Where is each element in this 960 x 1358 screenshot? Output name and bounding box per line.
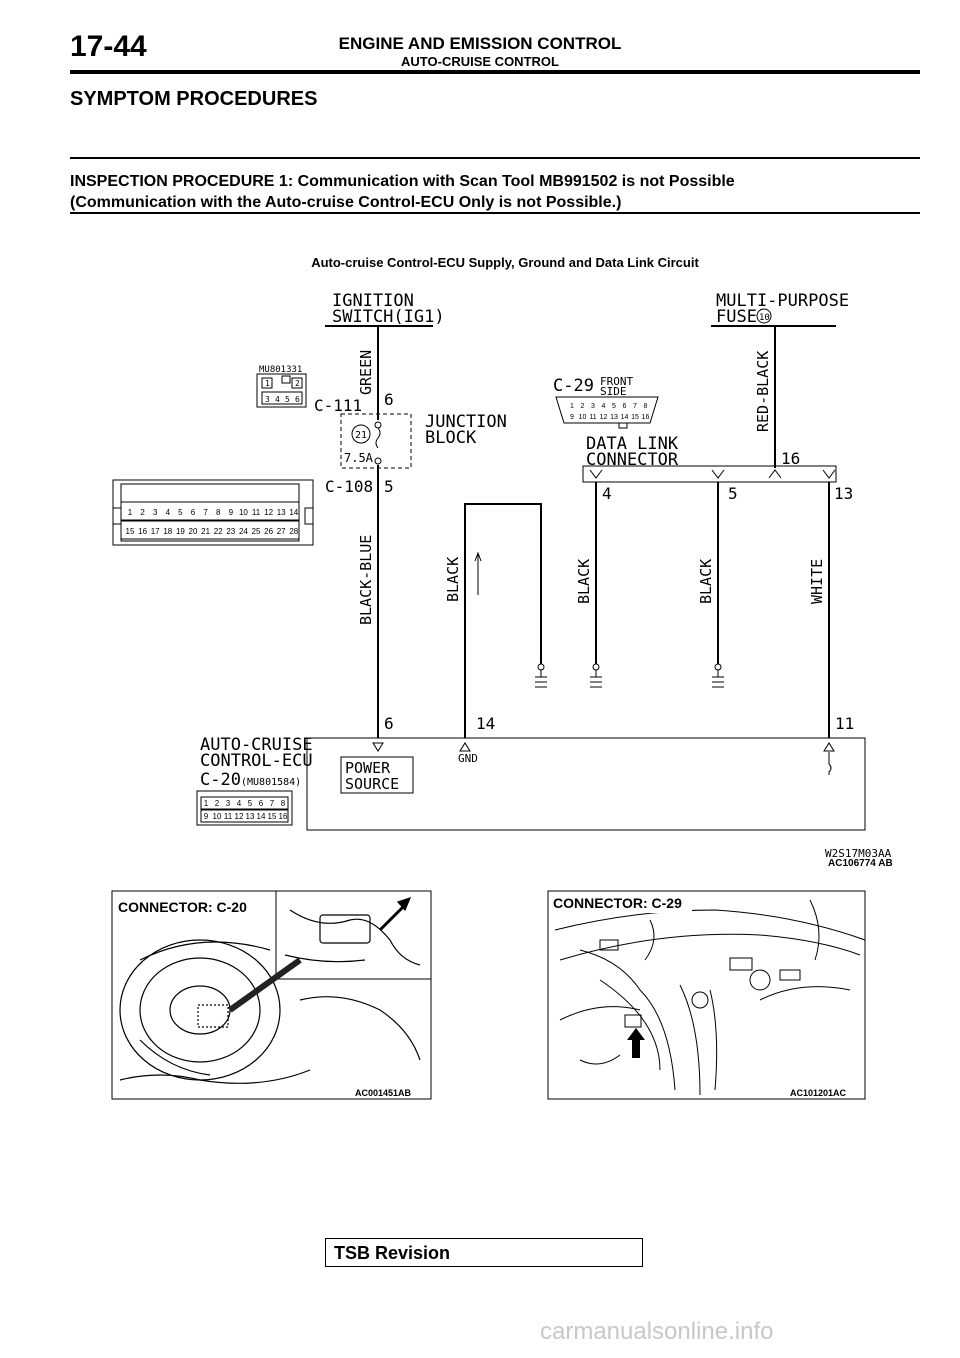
c20-pin: 16 (278, 812, 288, 821)
c108-pin: 8 (215, 508, 221, 517)
dlc-label-2: CONNECTOR (586, 450, 679, 470)
black-label-2: BLACK (575, 558, 593, 604)
c108-pin-labels (126, 508, 299, 536)
c20-pin: 9 (203, 812, 209, 821)
ecu-ground-wire (465, 504, 541, 738)
power-label-2: SOURCE (345, 775, 400, 793)
page-number: 17-44 (70, 30, 147, 63)
c20-pin: 11 (223, 812, 233, 821)
c108-pin: 26 (264, 527, 274, 536)
c108-pin: 14 (289, 508, 299, 517)
section-subtitle: AUTO-CRUISE CONTROL (401, 54, 559, 69)
black-label-1: BLACK (444, 556, 462, 602)
c20-pin: 15 (267, 812, 277, 821)
pin5a-label: 5 (384, 477, 394, 496)
pin14-label: 14 (476, 714, 496, 733)
c29-pin: 7 (633, 403, 637, 410)
c29-pin: 8 (643, 403, 648, 410)
c108-pin: 10 (238, 508, 248, 517)
c108-pin: 2 (140, 508, 145, 517)
fuse-symbol (376, 428, 380, 448)
c108-pin: 4 (165, 508, 171, 517)
c29-pin: 11 (589, 414, 597, 421)
white-label: WHITE (808, 558, 826, 604)
c29-pin: 16 (641, 414, 650, 421)
c20-pin: 5 (247, 799, 253, 808)
c108-pin: 22 (213, 527, 223, 536)
c108-pin: 7 (203, 508, 208, 517)
front-side-1: FRONT (600, 375, 634, 388)
photo-c20-code: AC001451AB (355, 1088, 412, 1098)
c29-pin: 9 (570, 414, 574, 421)
mu801331-pin: 3 (265, 395, 270, 404)
red-black-label: RED-BLACK (754, 350, 772, 432)
black-label-3: BLACK (697, 558, 715, 604)
c108-pin: 18 (163, 527, 173, 536)
power-label-1: POWER (345, 759, 391, 777)
c29-pin: 3 (591, 403, 595, 410)
c29-pin: 1 (570, 403, 574, 410)
c29-pin: 13 (610, 414, 618, 421)
gnd-label: GND (458, 752, 478, 765)
c20-pin: 4 (236, 799, 242, 808)
section-title: SYMPTOM PROCEDURES (70, 88, 318, 110)
c108-pin: 20 (188, 527, 198, 536)
c20-pin: 7 (269, 799, 275, 808)
black-blue-label: BLACK-BLUE (357, 534, 375, 625)
pin6a-label: 6 (384, 390, 394, 409)
jb-amperage: 7.5A (344, 451, 373, 465)
c108-pin: 1 (127, 508, 133, 517)
c29-pin: 15 (631, 414, 639, 421)
c108-pin: 13 (276, 508, 286, 517)
ecu-label-2: CONTROL-ECU (200, 751, 313, 771)
mu801331-pin: 2 (295, 379, 300, 388)
tsb-revision-box: TSB Revision (325, 1238, 643, 1267)
mpf-label-1: MULTI-PURPOSE (716, 291, 850, 311)
c108-pin: 5 (178, 508, 183, 517)
watermark: carmanualsonline.info (540, 1318, 774, 1345)
mu801331-pin: 1 (265, 379, 270, 388)
c108-pin: 9 (228, 508, 234, 517)
ground-symbol (590, 664, 602, 687)
c108-pin: 12 (264, 508, 274, 517)
c108-label: C-108 (325, 477, 374, 496)
c20-pin: 13 (245, 812, 255, 821)
photo-c29 (548, 891, 865, 1099)
c108-pin: 19 (175, 527, 185, 536)
pin13-label: 13 (834, 484, 854, 503)
c108-pin: 11 (251, 508, 261, 517)
green-label: GREEN (357, 349, 375, 395)
diagram-caption: Auto-cruise Control-ECU Supply, Ground and Data Link Circuit (311, 255, 699, 270)
ground-symbol (712, 664, 724, 687)
mu801331-label: MU801331 (259, 365, 303, 375)
ground-symbol (535, 664, 547, 687)
c108-pin: 6 (190, 508, 196, 517)
c29-pin: 10 (578, 414, 587, 421)
mpf-label-2: FUSE (716, 307, 757, 327)
c29-label: C-29 (553, 376, 594, 396)
mpf-number: 10 (759, 313, 770, 323)
pin11-label: 11 (835, 714, 855, 733)
c111-label: C-111 (314, 396, 363, 415)
photo-c20 (112, 891, 431, 1099)
c20-pin: 12 (234, 812, 244, 821)
pin5b-label: 5 (728, 484, 738, 503)
photo-c20-title: CONNECTOR: C-20 (118, 899, 247, 915)
c29-pin: 2 (580, 403, 585, 410)
c20-pin: 1 (203, 799, 209, 808)
c20-label: C-20 (200, 770, 241, 790)
c20-pin: 2 (214, 799, 220, 808)
c29-pin-labels (570, 403, 649, 421)
mu801331-pin: 5 (285, 395, 290, 404)
procedure-title-line2: (Communication with the Auto-cruise Control-ECU Only is not Possible.) (70, 194, 622, 211)
jb-label-1: JUNCTION (425, 412, 507, 432)
mu801584-label: (MU801584) (241, 777, 302, 788)
c108-pin: 24 (238, 527, 248, 536)
diagram-code-2: AC106774 AB (828, 858, 893, 869)
c20-pin: 3 (225, 799, 231, 808)
jb-label-2: BLOCK (425, 428, 477, 448)
c20-pin: 10 (212, 812, 222, 821)
c108-pin: 28 (289, 527, 299, 536)
c108-pin: 15 (125, 527, 135, 536)
c20-pin: 14 (256, 812, 266, 821)
pin16-label: 16 (781, 449, 801, 468)
c108-pin: 17 (150, 527, 160, 536)
c108-pin: 16 (138, 527, 148, 536)
c108-pin: 27 (276, 527, 286, 536)
procedure-title-line1: INSPECTION PROCEDURE 1: Communication with Scan Tool MB991502 is not Possible (70, 173, 735, 190)
c108-pin: 25 (251, 527, 261, 536)
photo-c29-code: AC101201AC (790, 1088, 847, 1098)
ecu-label-1: AUTO-CRUISE (200, 735, 313, 755)
c108-pin: 23 (226, 527, 236, 536)
front-side-2: SIDE (600, 385, 627, 398)
jb-fuse-number: 21 (355, 430, 368, 441)
mu801331-pin: 6 (295, 395, 300, 404)
dlc-label-1: DATA LINK (586, 434, 679, 454)
c29-pin: 5 (612, 403, 616, 410)
c20-pin: 8 (280, 799, 286, 808)
c29-pin: 14 (620, 414, 629, 421)
pin4-label: 4 (602, 484, 612, 503)
c29-pin: 6 (622, 403, 627, 410)
c108-pin: 21 (201, 527, 211, 536)
c20-pin: 6 (258, 799, 264, 808)
diagram-code-1: W2S17M03AA (825, 847, 892, 860)
ignition-label-2: SWITCH(IG1) (332, 307, 445, 327)
ignition-label-1: IGNITION (332, 291, 414, 311)
mu801331-pin: 4 (275, 395, 280, 404)
c29-pin: 4 (601, 403, 606, 410)
c29-pin: 12 (599, 414, 608, 421)
chapter-title: ENGINE AND EMISSION CONTROL (338, 34, 622, 53)
c108-pin: 3 (152, 508, 158, 517)
pin6b-label: 6 (384, 714, 394, 733)
photo-c29-title: CONNECTOR: C-29 (553, 895, 682, 911)
